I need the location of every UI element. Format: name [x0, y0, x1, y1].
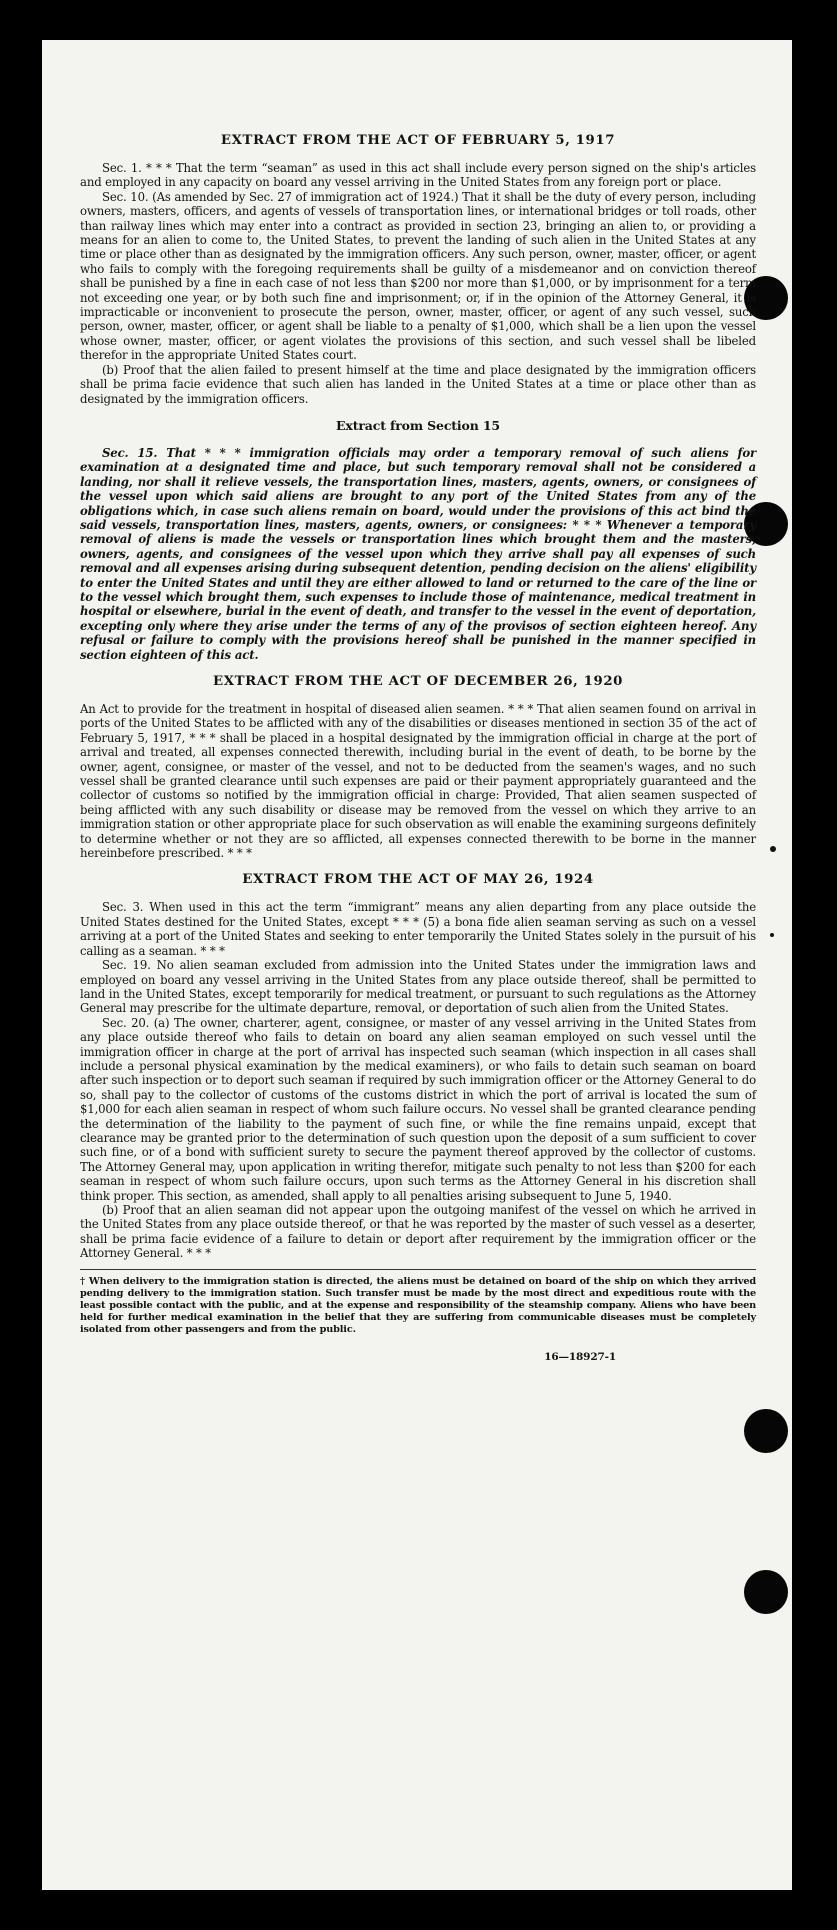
section-heading: Extract from Section 15 — [336, 417, 500, 433]
form-number: 16—18927-1 — [544, 1350, 616, 1363]
document-body — [80, 133, 756, 1364]
punch-hole — [744, 1409, 788, 1453]
paragraph: Sec. 10. (As amended by Sec. 27 of immigration act of 1924.) That it shall be the duty of every person, including owners, masters, officers, and agents of vessels of transportation lines, or international bridges or toll roads, other than railway lines which may enter into a contract as provided in section 23, bringing an alien to, or providing a means for an alien to come to, the United States, to prevent the landing of such alien in the United States at any time or place other than as designated by the immigration officers. Any such person, owner, master, officer, or agent who fails to comply with the foregoing requirements shall be guilty of a misdemeanor and on conviction thereof shall be punished by a fine in each case of not less than $200 nor more than $1,000, or by imprisonment for a term not exceeding one year, or by both such fine and imprisonment; or, if in the opinion of the Attorney General, it is impracticable or inconvenient to prosecute the person, owner, master, officer, or agent of any such vessel, such person, owner, master, officer, or agent shall be liable to a penalty of $1,000, which shall be a lien upon the vessel whose owner, master, officer, or agent violates the provisions of this section, and such vessel shall be libeled therefor in the appropriate United States court. — [80, 189, 756, 363]
paragraph: An Act to provide for the treatment in hospital of diseased alien seamen. * * * That alien seamen found on arrival in ports of the United States to be afflicted with any of the disabilities or diseases mentioned in section 35 of the act of February 5, 1917, * * * shall be placed in a hospital designated by the immigration official in charge at the port of arrival and treated, all expenses connected therewith, including burial in the event of death, to be borne by the owner, agent, consignee, or master of the vessel, and not to be deducted from the seamen's wages, and no such vessel shall be granted clearance until such expenses are paid or their payment appropriately guaranteed and the collector of customs so notified by the immigration official in charge: Provided, That alien seamen suspected of being afflicted with any such disability or disease may be removed from the vessel on which they arrive to an immigration station or other appropriate place for such observation as will enable the examining surgeons definitely to determine whether or not they are so afflicted, all expenses connected therewith to be borne in the manner hereinbefore prescribed. * * * — [80, 702, 756, 861]
paragraph: Sec. 19. No alien seaman excluded from admission into the United States under the immigration laws and employed on board any vessel arriving in the United States from any place outside thereof, shall be permitted to land in the United States, except temporarily for medical treatment, or pursuant to such regulations as the Attorney General may prescribe for the ultimate departure, removal, or deportation of such alien from the United States. — [80, 958, 756, 1016]
section-act-1917 — [80, 133, 756, 406]
paragraph: Sec. 15. That * * * immigration officials may order a temporary removal of such aliens for examination at a designated time and place, but such temporary removal shall not be considered a landing, nor shall it relieve vessels, the transportation lines, masters, agents, owners, or consignees of the vessel upon which said aliens are brought to any port of the United States from any of the obligations which, in case such aliens remain on board, would under the provisions of this act bind the said vessels, transportation lines, masters, agents, owners, or consignees: * * * Whenever a temporary removal of aliens is made the vessels or transportation lines which brought them and the masters, owners, agents, and consignees of the vessel upon which they arrive shall pay all expenses of such removal and all expenses arising during subsequent detention, pending decision on the aliens' eligibility to enter the United States and until they are either allowed to land or returned to the care of the line or to the vessel which brought them, such expenses to include those of maintenance, medical treatment in hospital or elsewhere, burial in the event of death, and transfer to the vessel in the event of deportation, excepting only where they arise under the terms of any of the provisos of section eighteen hereof. Any refusal or failure to comply with the provisions hereof shall be punished in the manner specified in section eighteen of this act. — [80, 445, 756, 662]
section-heading: EXTRACT FROM THE ACT OF MAY 26, 1924 — [242, 872, 594, 888]
section-act-1924 — [80, 872, 756, 1260]
paragraph: Sec. 3. When used in this act the term “immigrant” means any alien departing from any place outside the United States destined for the United States, except * * * (5) a bona fide alien seaman serving as such on a vessel arriving at a port of the United States and seeking to enter temporarily the United States solely in the pursuit of his calling as a seaman. * * * — [80, 900, 756, 958]
paragraph: (b) Proof that the alien failed to present himself at the time and place designated by the immigration officers shall be prima facie evidence that such alien has landed in the United States at a time or place other than as designated by the immigration officers. — [80, 362, 756, 406]
section-extract-15 — [80, 418, 756, 662]
paragraph: (b) Proof that an alien seaman did not appear upon the outgoing manifest of the vessel on which he arrived in the United States from any place outside thereof, or that he was reported by the master of such vessel as a deserter, shall be prima facie evidence of a failure to detain or deport after requirement by the immigration officer or the Attorney General. * * * — [80, 1203, 756, 1261]
speck-mark — [770, 846, 776, 852]
document-page — [42, 40, 792, 1890]
paragraph: Sec. 20. (a) The owner, charterer, agent, consignee, or master of any vessel arriving in the United States from any place outside thereof who fails to detain on board any alien seaman employed on such vessel until the immigration officer in charge at the port of arrival has inspected such seaman (which inspection in all cases shall include a personal physical examination by the medical examiners), or who fails to detain such seaman on board after such inspection or to deport such seaman if required by such immigration officer or the Attorney General to do so, shall pay to the collector of customs of the customs district in which the port of arrival is located the sum of $1,000 for each alien seaman in respect of whom such failure occurs. No vessel shall be granted clearance pending the determination of the liability to the payment of such fine, or while the fine remains unpaid, except that clearance may be granted prior to the determination of such question upon the deposit of a sum sufficient to cover such fine, or of a bond with sufficient surety to secure the payment thereof approved by the collector of customs. The Attorney General may, upon application in writing therefor, mitigate such penalty to not less than $200 for each seaman in respect of whom such failure occurs, upon such terms as the Attorney General in his discretion shall think proper. This section, as amended, shall apply to all penalties arising subsequent to June 5, 1940. — [80, 1015, 756, 1203]
section-heading: EXTRACT FROM THE ACT OF FEBRUARY 5, 1917 — [220, 133, 616, 148]
section-heading: EXTRACT FROM THE ACT OF DECEMBER 26, 1920 — [212, 674, 624, 689]
footnote-divider — [80, 1269, 756, 1270]
punch-hole — [744, 1570, 788, 1614]
footnote-block — [80, 1269, 756, 1364]
footnote: † When delivery to the immigration station is directed, the aliens must be detained on board of the ship on which they arrived pending delivery to the immigration station. Such transfer must be made by the most direct and expeditious route with the least possible contact with the public, and at the expense and responsibility of the steamship company. Aliens who have been held for further medical examination in the belief that they are suffering from communicable diseases must be completely isolated from other passengers and from the public. — [80, 1275, 756, 1335]
paragraph: Sec. 1. * * * That the term “seaman” as used in this act shall include every person signed on the ship's articles and employed in any capacity on board any vessel arriving in the United States from any foreign port or place. — [80, 161, 756, 190]
section-act-1920 — [80, 674, 756, 860]
speck-mark — [770, 933, 774, 937]
